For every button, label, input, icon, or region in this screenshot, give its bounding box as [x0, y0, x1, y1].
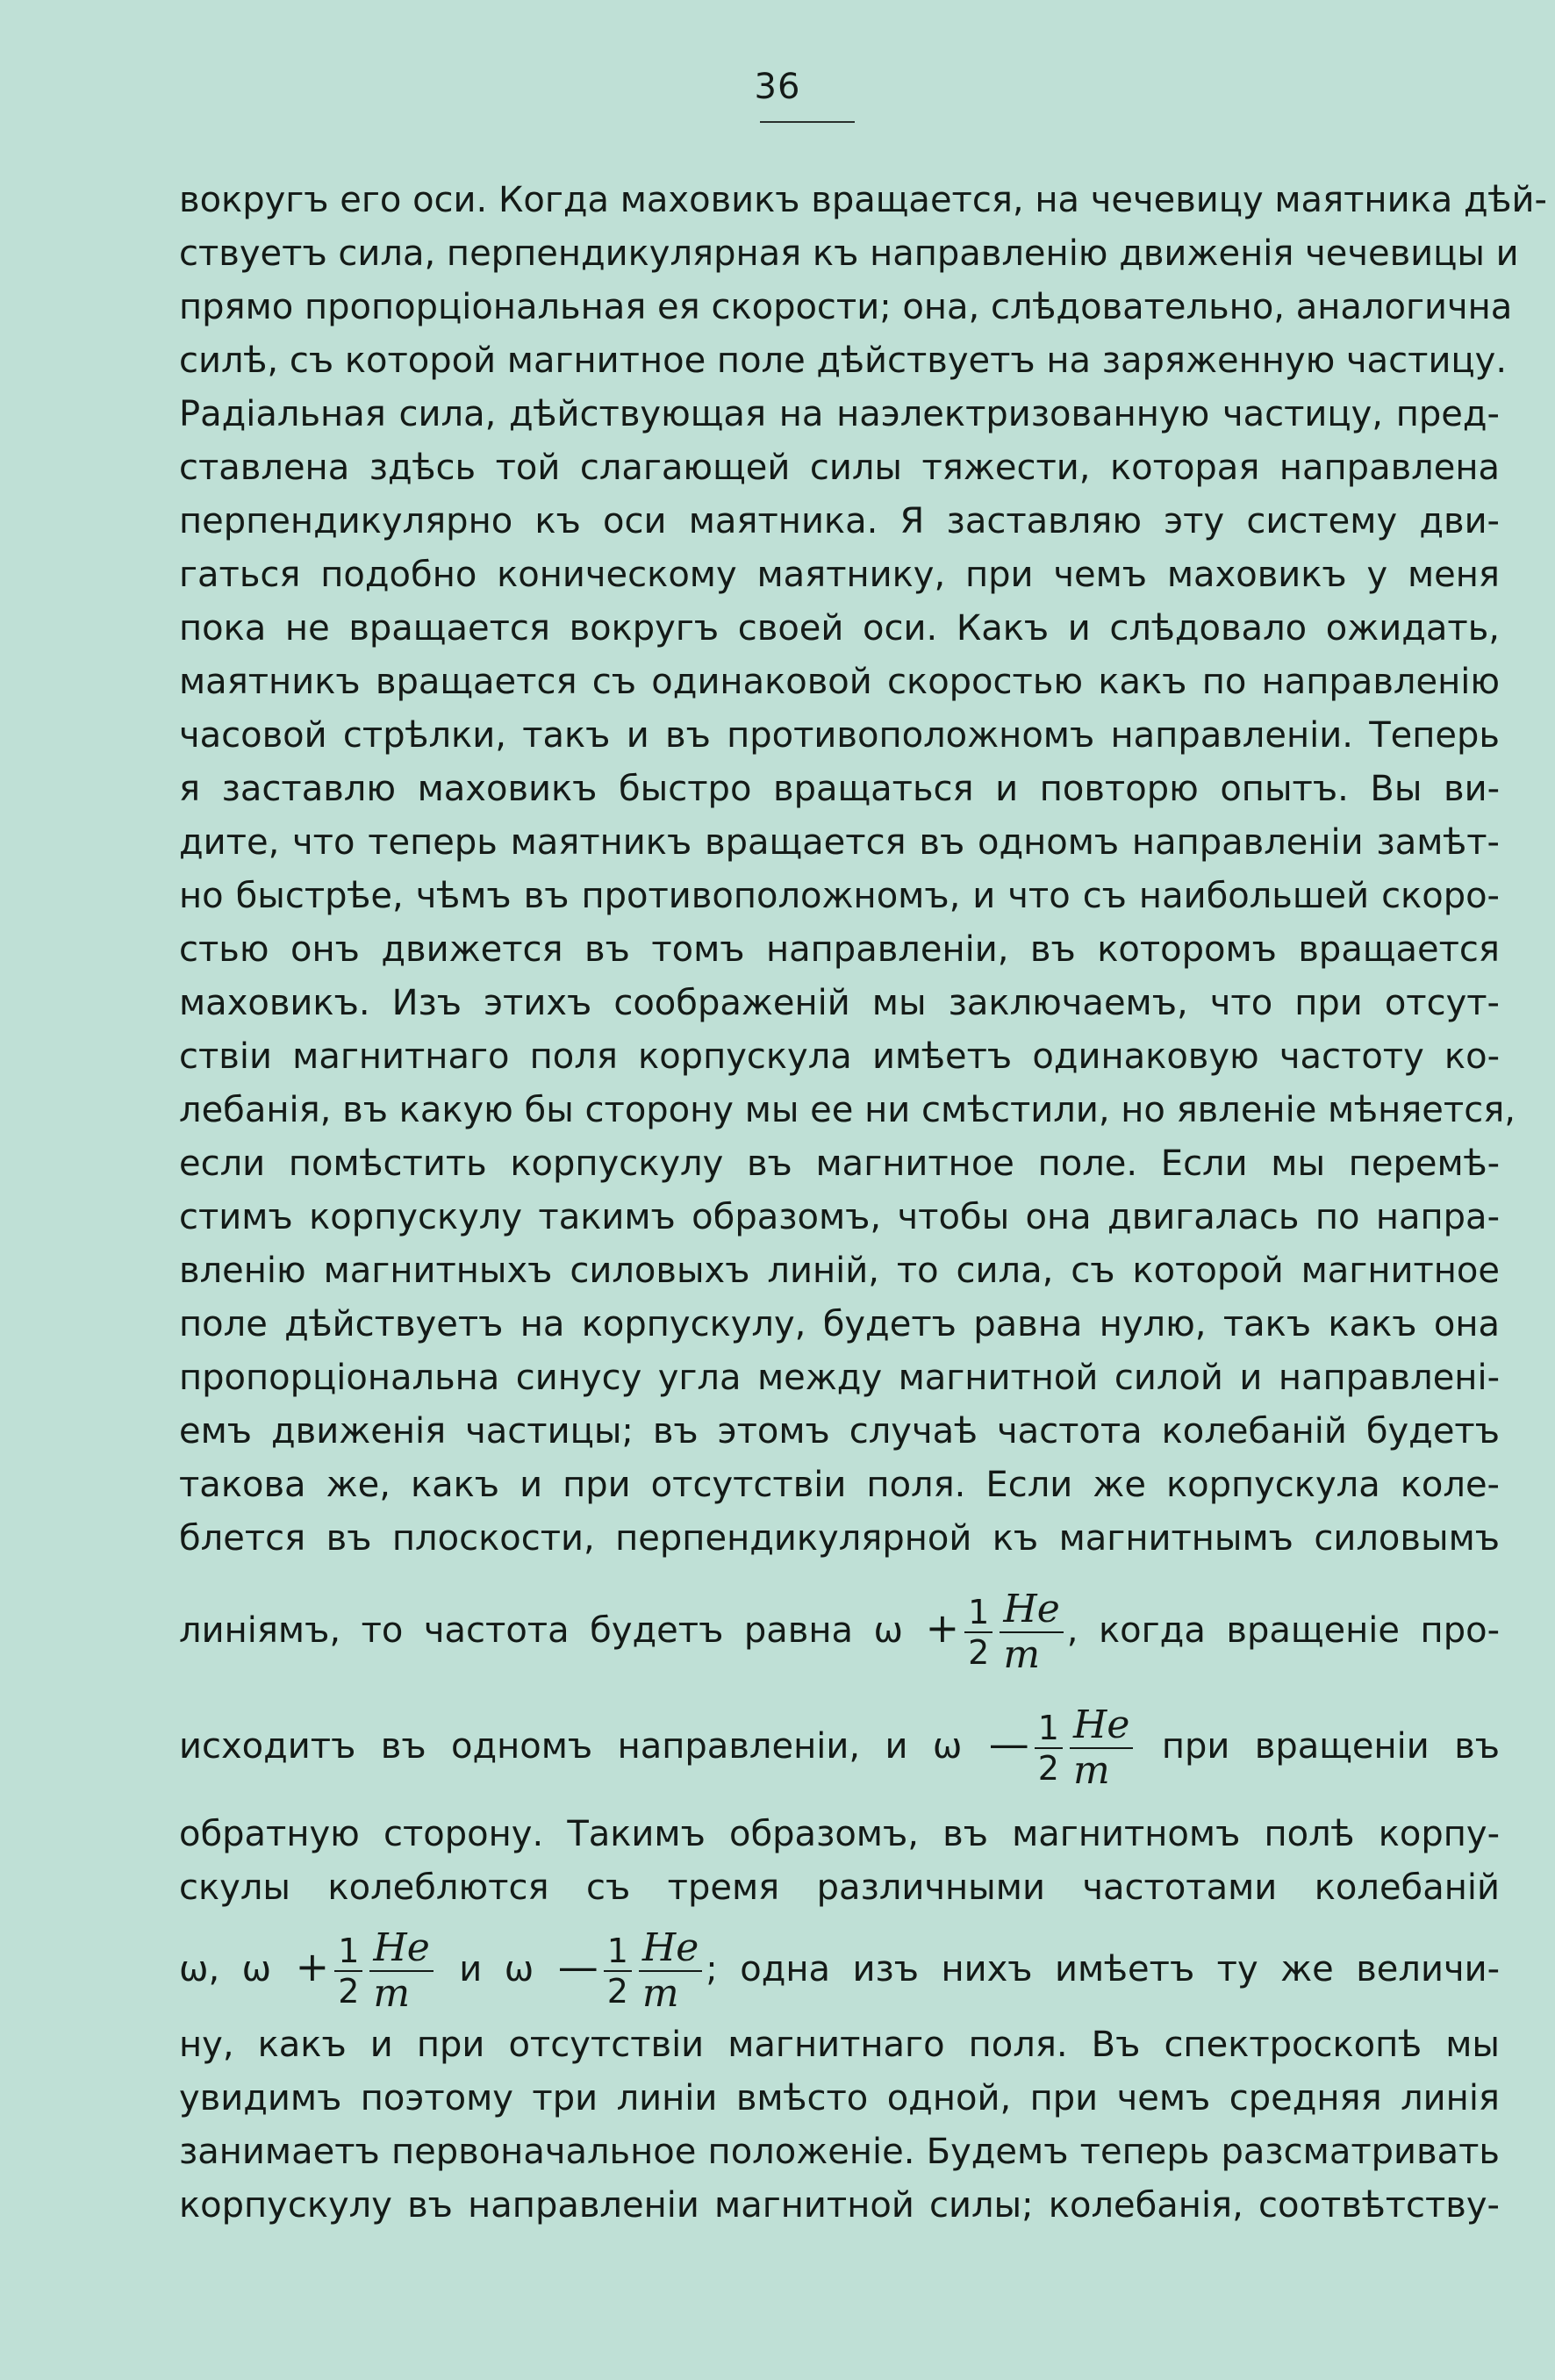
numerator: 1 — [606, 1932, 628, 1970]
formula-line — [179, 1580, 1500, 1676]
numerator: 1 — [338, 1932, 360, 1970]
fraction-he-over-m — [1000, 1587, 1063, 1677]
numerator: 1 — [1037, 1709, 1059, 1747]
text-line: такова же, какъ и при отсутствіи поля. Если же корпускула коле- — [179, 1465, 1500, 1505]
page-number-rule — [760, 121, 855, 123]
text-line: маховикъ. Изъ этихъ соображеній мы заключаемъ, что при отсут- — [179, 983, 1500, 1023]
text-line: увидимъ поэтому три линіи вмѣсто одной, при чемъ средняя линія — [179, 2078, 1500, 2118]
page-number: 36 — [754, 67, 801, 107]
text-line: Радіальная сила, дѣйствующая на наэлектризованную частицу, пред- — [179, 394, 1500, 434]
denominator: m — [1000, 1631, 1063, 1674]
fraction-one-half — [1035, 1709, 1063, 1788]
denominator: 2 — [1035, 1747, 1063, 1785]
text-line: емъ движенія частицы; въ этомъ случаѣ частота колебаній будетъ — [179, 1411, 1500, 1452]
numerator: He — [1072, 1703, 1130, 1747]
text-line: я заставлю маховикъ быстро вращаться и повторю опытъ. Вы ви- — [179, 769, 1500, 809]
text-line: перпендикулярно къ оси маятника. Я заставляю эту систему дви- — [179, 501, 1500, 541]
text-span: ω, ω — [179, 1949, 272, 1989]
denominator: m — [639, 1970, 702, 2013]
fraction-he-over-m — [1070, 1703, 1133, 1793]
text-line: ствуетъ сила, перпендикулярная къ направленію движенія чечевицы и — [179, 233, 1519, 274]
text-line: поле дѣйствуетъ на корпускулу, будетъ равна нулю, такъ какъ она — [179, 1304, 1500, 1344]
numerator: He — [1003, 1587, 1060, 1631]
numerator: He — [641, 1925, 699, 1970]
text-line: ну, какъ и при отсутствіи магнитнаго поля. Въ спектроскопѣ мы — [179, 2025, 1500, 2065]
text-line: вленію магнитныхъ силовыхъ линій, то сила, съ которой магнитное — [179, 1251, 1500, 1291]
text-line: ствіи магнитнаго поля корпускула имѣетъ одинаковую частоту ко- — [179, 1036, 1500, 1077]
text-line: ставлена здѣсь той слагающей силы тяжести, которая направлена — [179, 448, 1500, 488]
text-line: стимъ корпускулу такимъ образомъ, чтобы она двигалась по напра- — [179, 1197, 1500, 1237]
plus-sign: + — [925, 1604, 960, 1652]
text-line: дите, что теперь маятникъ вращается въ одномъ направленіи замѣт- — [179, 822, 1500, 863]
fraction-one-half — [604, 1932, 632, 2011]
text-line: блется въ плоскости, перпендикулярной къ магнитнымъ силовымъ — [179, 1518, 1500, 1559]
text-line: обратную сторону. Такимъ образомъ, въ магнитномъ полѣ корпу- — [179, 1814, 1500, 1854]
text-line: корпускулу въ направленіи магнитной силы; колебанія, соотвѣтству- — [179, 2185, 1500, 2226]
denominator: 2 — [604, 1970, 632, 2008]
text-span: и ω — [459, 1949, 534, 1989]
text-line: пропорціональна синусу угла между магнитной силой и направлені- — [179, 1358, 1500, 1398]
text-line: гаться подобно коническому маятнику, при чемъ маховикъ у меня — [179, 555, 1500, 595]
text-line: пока не вращается вокругъ своей оси. Какъ и слѣдовало ожидать, — [179, 608, 1500, 649]
text-line: занимаетъ первоначальное положеніе. Будемъ теперь разсматривать — [179, 2132, 1500, 2172]
text-line: маятникъ вращается съ одинаковой скоростью какъ по направленію — [179, 662, 1500, 702]
fraction-one-half — [334, 1932, 362, 2011]
denominator: m — [1070, 1747, 1133, 1790]
text-line: стью онъ движется въ томъ направленіи, въ которомъ вращается — [179, 929, 1500, 970]
minus-sign: — — [557, 1943, 598, 1990]
text-line: если помѣстить корпускулу въ магнитное поле. Если мы перемѣ- — [179, 1143, 1500, 1184]
text-span: исходитъ въ одномъ направленіи, и ω — [179, 1726, 963, 1767]
numerator: He — [373, 1925, 430, 1970]
formula-line — [179, 1918, 1500, 2015]
text-line: силѣ, съ которой магнитное поле дѣйствуетъ на заряженную частицу. — [179, 341, 1508, 381]
text-span: линіямъ, то частота будетъ равна ω — [179, 1610, 904, 1651]
text-span: при вращеніи въ — [1161, 1726, 1501, 1767]
text-span: ; одна изъ нихъ имѣетъ ту же величи- — [706, 1949, 1501, 1989]
fraction-one-half — [964, 1593, 992, 1672]
text-line: часовой стрѣлки, такъ и въ противоположномъ направленіи. Теперь — [179, 715, 1500, 756]
text-span: , когда вращеніе про- — [1066, 1610, 1501, 1651]
denominator: m — [369, 1970, 433, 2013]
numerator: 1 — [968, 1593, 990, 1631]
minus-sign: — — [988, 1720, 1029, 1767]
denominator: 2 — [964, 1631, 992, 1669]
denominator: 2 — [334, 1970, 362, 2008]
plus-sign: + — [295, 1943, 330, 1990]
text-line: скулы колеблются съ тремя различными частотами колебаній — [179, 1867, 1500, 1908]
text-line: но быстрѣе, чѣмъ въ противоположномъ, и что съ наибольшей скоро- — [179, 876, 1500, 916]
text-line: вокругъ его оси. Когда маховикъ вращается, на чечевицу маятника дѣй- — [179, 180, 1547, 220]
formula-line — [179, 1695, 1500, 1792]
text-line: прямо пропорціональная ея скорости; она, слѣдовательно, аналогична — [179, 287, 1513, 327]
fraction-he-over-m — [369, 1925, 433, 2016]
text-line: лебанія, въ какую бы сторону мы ее ни смѣстили, но явленіе мѣняется, — [179, 1090, 1516, 1130]
fraction-he-over-m — [639, 1925, 702, 2016]
